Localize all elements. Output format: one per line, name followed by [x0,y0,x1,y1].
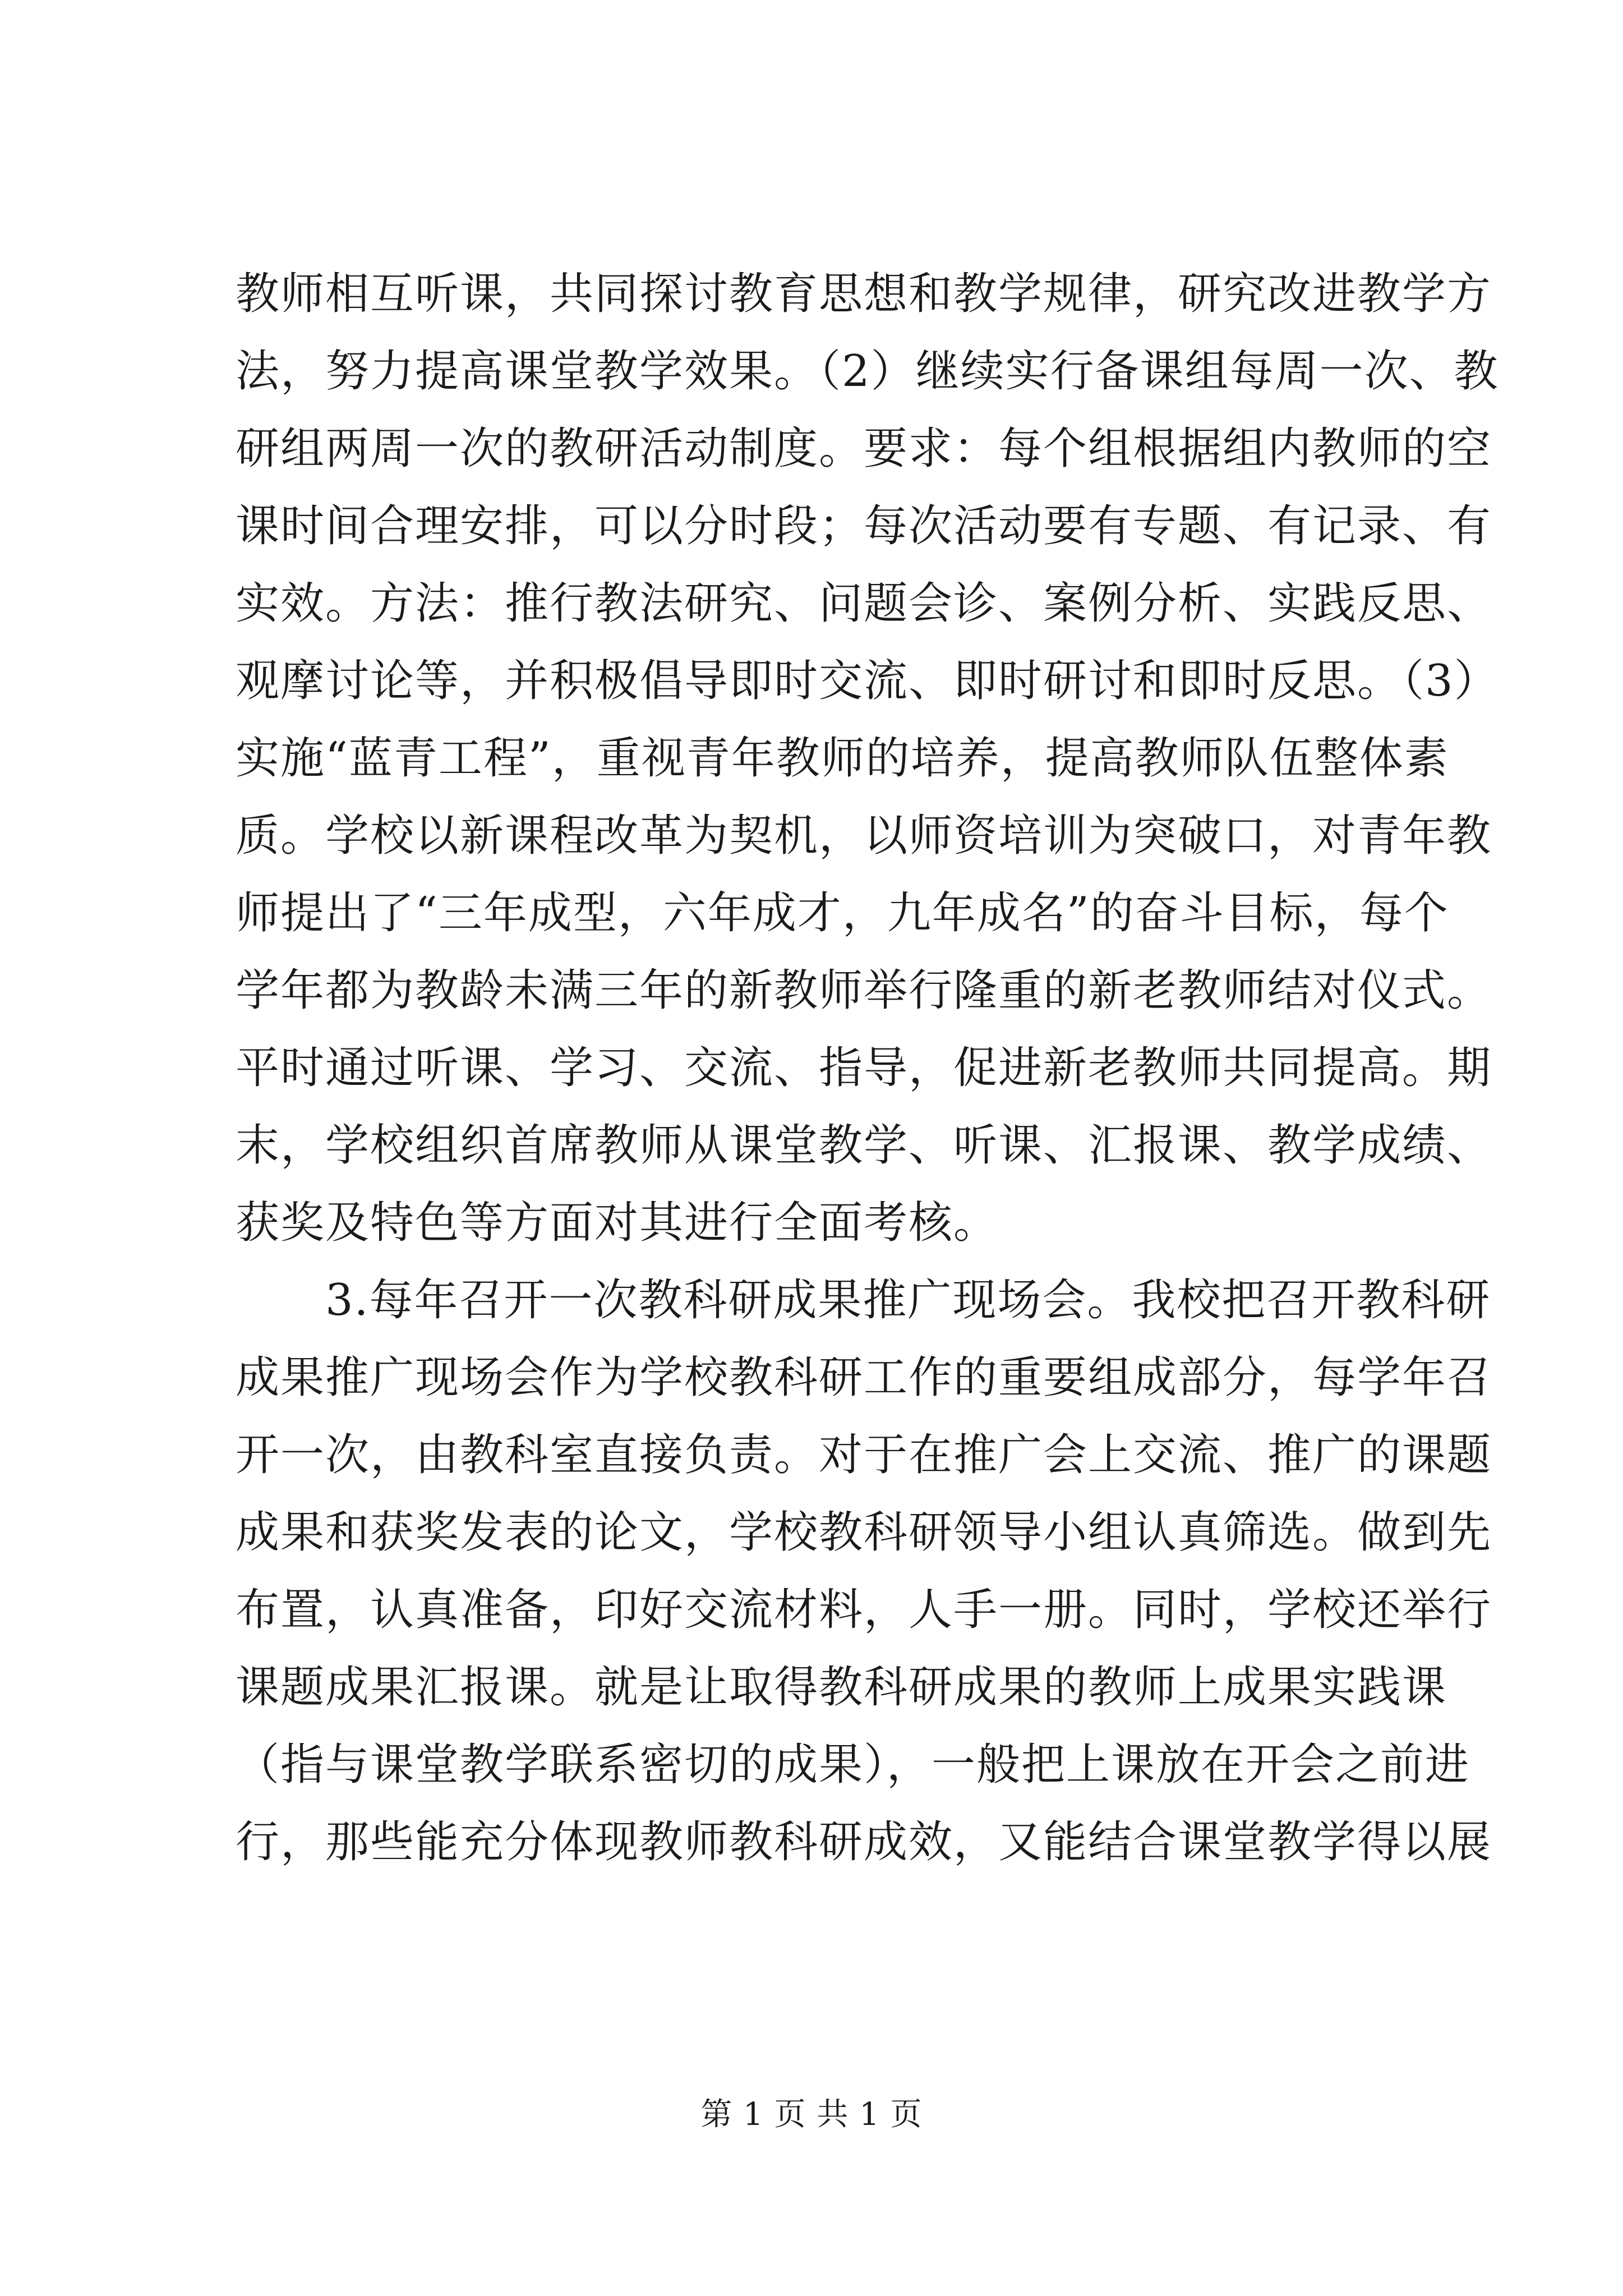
page-number-footer: 第 1 页 共 1 页 [700,2096,923,2133]
text-line: （指与课堂教学联系密切的成果），一般把上课放在开会之前进 [236,1740,1470,1790]
text-line: 获奖及特色等方面对其进行全面考核。 [236,1198,999,1248]
text-line: 课题成果汇报课。就是让取得教科研成果的教师上成果实践课 [236,1662,1447,1713]
document-body [236,255,1499,1881]
text-line: 质。学校以新课程改革为契机，以师资培训为突破口，对青年教 [236,811,1492,861]
text-line: 布置，认真准备，印好交流材料，人手一册。同时，学校还举行 [236,1585,1492,1635]
text-line: 课时间合理安排，可以分时段；每次活动要有专题、有记录、有 [236,501,1492,551]
text-line: 末，学校组织首席教师从课堂教学、听课、汇报课、教学成绩、 [236,1120,1492,1171]
paragraph-2 [236,1262,1492,1881]
text-line: 平时通过听课、学习、交流、指导，促进新老教师共同提高。期 [236,1043,1492,1093]
text-line: 实效。方法：推行教法研究、问题会诊、案例分析、实践反思、 [236,578,1492,629]
text-line: 学年都为教龄未满三年的新教师举行隆重的新老教师结对仪式。 [236,965,1492,1016]
text-line: 法，努力提高课堂教学效果。（2）继续实行备课组每周一次、教 [236,346,1499,397]
text-line: 观摩讨论等，并积极倡导即时交流、即时研讨和即时反思。（3） [236,656,1499,706]
text-line: 行，那些能充分体现教师教科研成效，又能结合课堂教学得以展 [236,1817,1492,1867]
text-line: 教师相互听课，共同探讨教育思想和教学规律，研究改进教学方 [236,269,1492,319]
text-line: 研组两周一次的教研活动制度。要求：每个组根据组内教师的空 [236,424,1492,474]
text-line: 成果和获奖发表的论文，学校教科研领导小组认真筛选。做到先 [236,1507,1492,1558]
text-line: 实施“蓝青工程”，重视青年教师的培养，提高教师队伍整体素 [236,733,1449,784]
paragraph-1 [236,255,1499,1262]
text-line: 师提出了“三年成型，六年成才，九年成名”的奋斗目标，每个 [236,888,1449,938]
text-line: 开一次，由教科室直接负责。对于在推广会上交流、推广的课题 [236,1430,1492,1480]
text-line: 3.每年召开一次教科研成果推广现场会。我校把召开教科研 [325,1275,1491,1326]
text-line: 成果推广现场会作为学校教科研工作的重要组成部分，每学年召 [236,1352,1492,1403]
